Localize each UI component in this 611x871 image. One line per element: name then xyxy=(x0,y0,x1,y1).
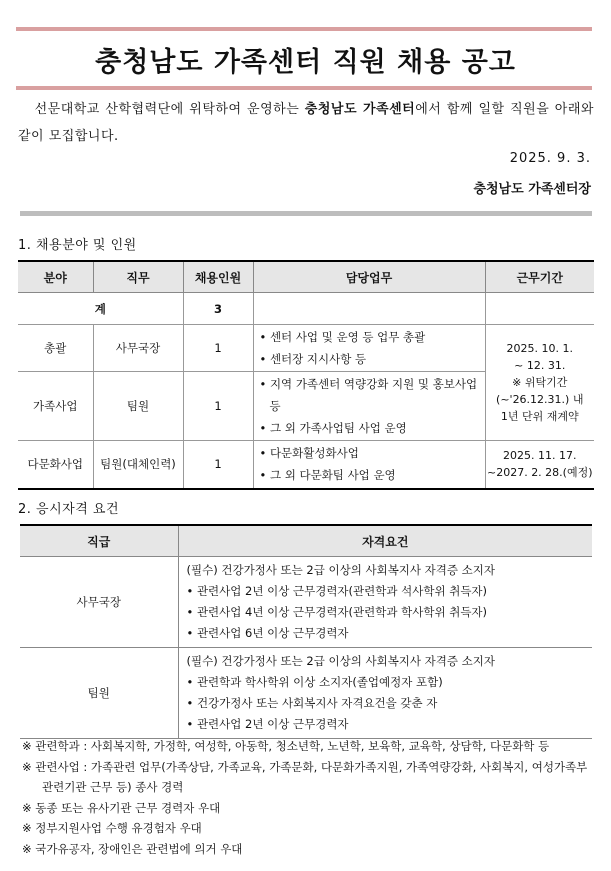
duties-cell xyxy=(253,441,485,489)
col-header: 자격요건 xyxy=(178,525,592,557)
col-header: 근무기간 xyxy=(485,261,594,293)
duty-item: • 센터 사업 및 운영 등 업무 총괄 xyxy=(259,330,426,344)
notes-list xyxy=(22,736,596,859)
empty-cell xyxy=(485,293,594,325)
table-header-row xyxy=(20,525,592,557)
requirements-cell xyxy=(178,557,592,648)
requirement-item: • 관련사업 2년 이상 근무경력자(관련학과 석사학위 취득자) xyxy=(186,584,488,598)
col-header: 직급 xyxy=(20,525,178,557)
job-cell: 사무국장 xyxy=(93,325,183,372)
total-row xyxy=(18,293,594,325)
section2-heading: 2. 응시자격 요건 xyxy=(18,502,120,517)
intro-text xyxy=(18,96,594,150)
intro-part1: 선문대학교 산학협력단에 위탁하여 운영하는 xyxy=(34,102,305,117)
col-header: 채용인원 xyxy=(183,261,253,293)
table-row xyxy=(20,648,592,739)
requirement-item: (필수) 건강가정사 또는 2급 이상의 사회복지사 자격증 소지자 xyxy=(186,654,495,668)
field-cell: 가족사업 xyxy=(18,372,93,441)
field-cell: 다문화사업 xyxy=(18,441,93,489)
table-row xyxy=(18,325,594,372)
grade-cell: 팀원 xyxy=(20,648,178,739)
col-header: 직무 xyxy=(93,261,183,293)
intro-bold: 충청남도 가족센터 xyxy=(304,102,416,117)
note-item: ※ 국가유공자, 장애인은 관련법에 의거 우대 xyxy=(22,841,243,856)
count-cell: 1 xyxy=(183,325,253,372)
section1-heading: 1. 채용분야 및 인원 xyxy=(18,238,137,253)
title-bottom-rule xyxy=(16,86,592,90)
requirement-item: (필수) 건강가정사 또는 2급 이상의 사회복지사 자격증 소지자 xyxy=(186,563,495,577)
note-item: ※ 관련학과 : 사회복지학, 가정학, 여성학, 아동학, 청소년학, 노년학, 보육학, 교육학, 상담학, 다문화학 등 xyxy=(22,739,550,753)
job-cell: 팀원(대체인력) xyxy=(93,441,183,489)
qualification-table xyxy=(20,524,592,739)
duty-item: • 다문화활성화사업 xyxy=(259,446,359,461)
requirement-item: • 관련학과 학사학위 이상 소지자(졸업예정자 포함) xyxy=(186,675,443,689)
title-top-rule xyxy=(16,27,592,31)
grade-cell: 사무국장 xyxy=(20,557,178,648)
requirement-item: • 관련사업 6년 이상 근무경력자 xyxy=(186,626,349,640)
job-cell: 팀원 xyxy=(93,372,183,441)
field-cell: 총괄 xyxy=(18,325,93,372)
table-header-row xyxy=(18,261,594,293)
duty-item: • 센터장 지시사항 등 xyxy=(259,352,367,366)
total-count: 3 xyxy=(183,293,253,325)
requirement-item: • 건강가정사 또는 사회복지사 자격요건을 갖춘 자 xyxy=(186,696,438,710)
recruitment-table xyxy=(18,260,594,490)
note-item: ※ 관련사업 : 가족관련 업무(가족상담, 가족교육, 가족문화, 다문화가족지원, 가족역량강화, 사회복지, 여성가족부 관련기관 근무 등) 종사 경력 xyxy=(22,759,588,794)
count-cell: 1 xyxy=(183,441,253,489)
duty-item: • 그 외 가족사업팀 사업 운영 xyxy=(259,421,407,435)
duty-item: • 그 외 다문화팀 사업 운영 xyxy=(259,468,396,483)
table-row xyxy=(18,441,594,489)
note-item: ※ 동종 또는 유사기관 근무 경력자 우대 xyxy=(22,800,221,815)
total-label: 계 xyxy=(18,293,183,325)
requirements-cell xyxy=(178,648,592,739)
col-header: 분야 xyxy=(18,261,93,293)
intro-part2: 에서 함께 일할 직원을 아래와 같이 모집합니다. xyxy=(18,102,594,144)
requirement-item: • 관련사업 2년 이상 근무경력자 xyxy=(186,717,349,731)
period-cell: 2025. 11. 17. ~2027. 2. 28.(예정) xyxy=(485,441,594,489)
count-cell: 1 xyxy=(183,372,253,441)
period-cell: 2025. 10. 1. ~ 12. 31. ※ 위탁기간 (~'26.12.31.) 내 1년 단위 재계약 xyxy=(485,325,594,441)
notice-date: 2025. 9. 3. xyxy=(509,151,591,166)
requirement-item: • 관련사업 4년 이상 근무경력자(관련학과 학사학위 취득자) xyxy=(186,605,488,619)
note-item: ※ 정부지원사업 수행 유경험자 우대 xyxy=(22,821,202,835)
duties-cell xyxy=(253,325,485,372)
issuer: 충청남도 가족센터장 xyxy=(473,182,591,197)
col-header: 담당업무 xyxy=(253,261,485,293)
empty-cell xyxy=(253,293,485,325)
section-divider xyxy=(20,211,592,216)
duty-item: • 지역 가족센터 역량강화 지원 및 홍보사업 등 xyxy=(259,377,478,413)
table-row xyxy=(20,557,592,648)
page-title: 충청남도 가족센터 직원 채용 공고 xyxy=(95,47,516,78)
duties-cell xyxy=(253,372,485,441)
